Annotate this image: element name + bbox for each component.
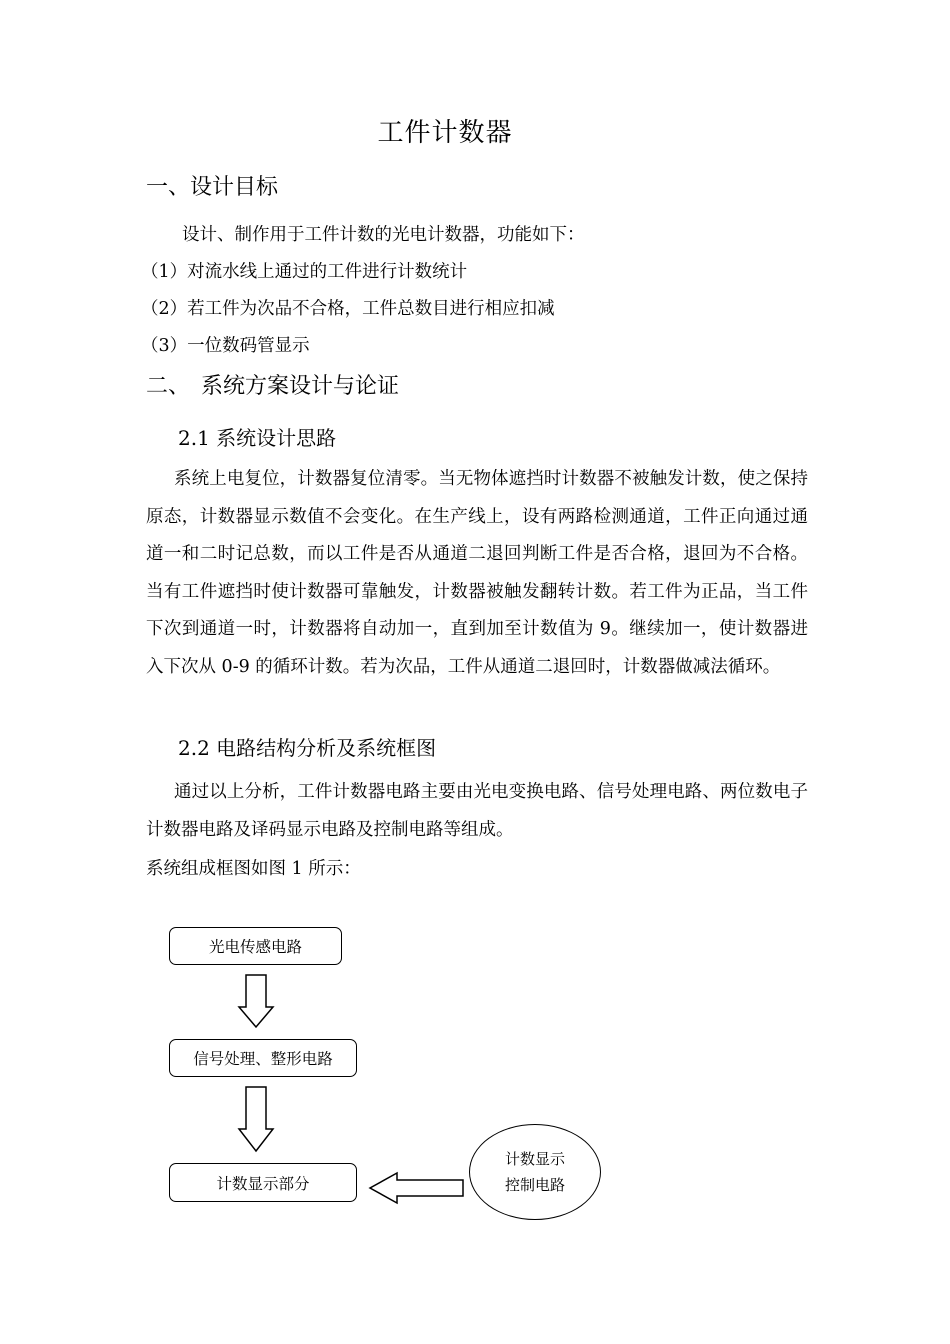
- section1-heading: 一、设计目标: [146, 175, 279, 200]
- diagram-box-label: 信号处理、整形电路: [193, 1050, 333, 1068]
- diagram-box-signal-processing: [169, 1039, 357, 1077]
- subsection-2-1-body: 系统上电复位，计数器复位清零。当无物体遮挡时计数器不被触发计数，使之保持原态，计数器显示数值不会变化。在生产线上，设有两路检测通道，工件正向通过通道一和二时记总数，而以工件是否从通道二退回判断工件是否合格，退回为不合格。当有工件遮挡时使计数器可靠触发，计数器被触发翻转计数。若工件为正品，当工件下次到通道一时，计数器将自动加一，直到加至计数值为 9。继续加一，使计数器进入下次从 0-9 的循环计数。若为次品，工件从通道二退回时，计数器做减法循环。: [146, 469, 808, 677]
- subsection-2-2-body: 通过以上分析，工件计数器电路主要由光电变换电路、信号处理电路、两位数电子计数器电路及译码显示电路及控制电路等组成。: [146, 782, 808, 840]
- subsection-2-2-heading: 2.2 电路结构分析及系统框图: [178, 736, 437, 760]
- list-item: （3）一位数码管显示: [141, 336, 310, 356]
- document-title: 工件计数器: [377, 118, 513, 148]
- ellipse-label-line2: 控制电路: [504, 1176, 565, 1194]
- down-arrow-icon: [238, 975, 274, 1029]
- ellipse-label-line1: 计数显示: [504, 1150, 565, 1168]
- diagram-ellipse-display-control: [469, 1124, 601, 1220]
- left-arrow-icon: [369, 1172, 465, 1204]
- figure-reference: 系统组成框图如图 1 所示：: [146, 859, 361, 879]
- section2-heading: 二、 系统方案设计与论证: [146, 374, 400, 399]
- list-item: （1）对流水线上通过的工件进行计数统计: [141, 262, 468, 282]
- diagram-box-photoelectric-sensor: [169, 927, 342, 965]
- list-item: （2）若工件为次品不合格，工件总数目进行相应扣减: [141, 299, 555, 319]
- diagram-box-label: 计数显示部分: [216, 1174, 310, 1193]
- diagram-box-count-display: [169, 1163, 357, 1202]
- down-arrow-icon: [238, 1087, 274, 1153]
- diagram-box-label: 光电传感电路: [208, 938, 302, 956]
- section1-intro: 设计、制作用于工件计数的光电计数器，功能如下：: [182, 225, 585, 245]
- subsection-2-1-heading: 2.1 系统设计思路: [178, 426, 337, 450]
